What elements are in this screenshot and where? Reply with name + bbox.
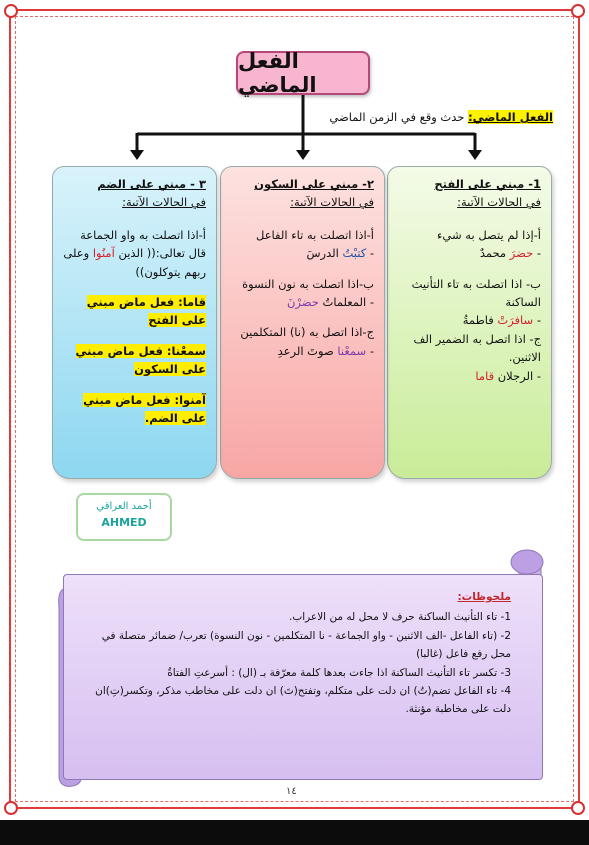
example: - سافرَتْ فاطمةُ [462, 313, 541, 328]
column-damma [52, 166, 217, 479]
case-text: ب-اذا اتصلت به نون النسوة [242, 276, 374, 291]
frame-corner-ornament [571, 801, 585, 815]
notes-scroll [57, 548, 549, 788]
example: - حضرَ محمدٌ [479, 246, 541, 261]
frame-corner-ornament [4, 801, 18, 815]
column-heading: ٢- مبني على السكون [254, 177, 374, 191]
column-sukun [220, 166, 385, 479]
page-title: الفعل الماضي [238, 49, 317, 97]
parsing-note: سمعْنا: فعل ماض مبني على السكون [75, 343, 206, 377]
parsing-note: آمنوا: فعل ماض مبني على الضم. [83, 392, 206, 425]
definition-text: حدث وقع في الزمن الماضي [329, 110, 469, 124]
column-heading: 1- مبني على الفتح [434, 177, 541, 191]
example: - الرجلان قاما [475, 368, 541, 383]
case-text: ج- اذا اتصل به الضمير الف الاثنين. [413, 331, 541, 365]
column-fatha [387, 166, 552, 479]
arrow-down-icon [296, 150, 310, 160]
example: - المعلماتُ حضرْنَ [286, 294, 374, 309]
case-text: أ-إذا لم يتصل به شيء [437, 227, 541, 242]
notes-title: ملحوظات: [457, 591, 511, 603]
note-item: 3- تكسر تاء التأنيث الساكنة اذا جاءت بعدها كلمة معرّفة بـ (ال) : أسرعتِ الفتاةُ [167, 666, 511, 679]
note-item: 1- تاء التأنيث الساكنة حرف لا محل له من الاعراب. [289, 611, 511, 624]
author-signature [76, 493, 172, 541]
example: - سمعْنا صوتَ الرعدِ [277, 343, 374, 358]
definition-label: الفعل الماضي: [468, 110, 553, 124]
note-item: 4- تاء الفاعل تضم(تُ) ان دلت على متكلم، وتفتح(تَ) ان دلت على مخاطب مذكر، وتكسر(تِ)ان دلت على مخاطبة مؤنثة. [95, 684, 511, 716]
example: - كتبْتُ الدرسَ [306, 246, 374, 261]
column-subheading: في الحالات الآتية: [290, 195, 374, 210]
arrow-down-icon [130, 150, 144, 160]
note-item: 2- (تاء الفاعل -الف الاثنين - واو الجماعة - نا المتكلمين - نون النسوة) تعرب/ ضمائر متصلة في محل رفع فاعل (غالبا) [101, 629, 511, 661]
page-number: ١٤ [286, 786, 297, 797]
arrow-down-icon [468, 150, 482, 160]
case-text: ب- اذا اتصلت به تاء التأنيث الساكنة [411, 276, 541, 309]
branch-arrows [0, 0, 589, 170]
signature-arabic: أحمد العراقي [96, 501, 152, 512]
case-text: ج-اذا اتصل به (نا) المتكلمين [240, 325, 374, 340]
column-heading: ٣ - مبني على الضم [97, 177, 206, 191]
case-text: أ-اذا اتصلت به تاء الفاعل [255, 227, 374, 242]
case-text: أ-اذا اتصلت به واو الجماعة قال تعالى:(( الذين آمنُوا وعلى ربهم يتوكلون)) [63, 227, 206, 279]
notes-list [81, 588, 511, 719]
screen-bottom-bar [0, 820, 589, 845]
column-subheading: في الحالات الآتية: [457, 195, 541, 210]
signature-english: AHMED [101, 516, 147, 529]
parsing-note: قاما: فعل ماض مبني على الفتح [86, 294, 206, 328]
column-subheading: في الحالات الآتية: [122, 195, 206, 210]
